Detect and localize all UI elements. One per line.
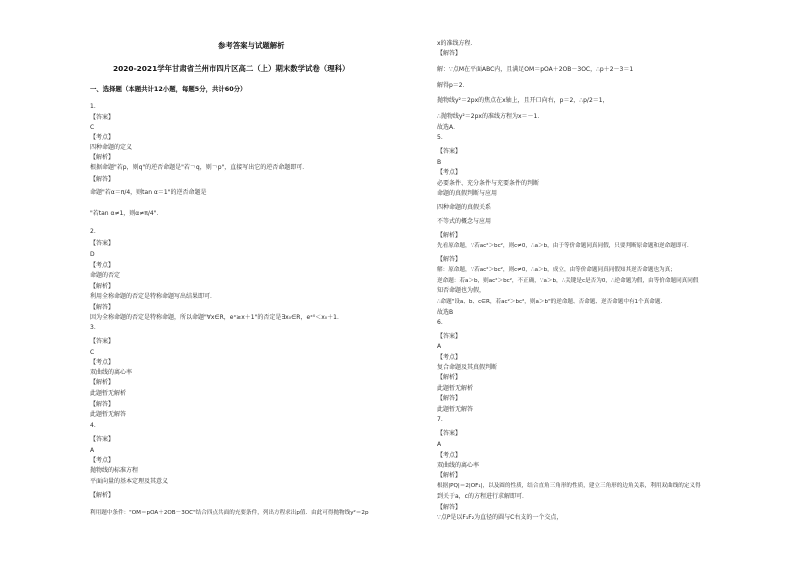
topic-text: 双曲线的离心率 bbox=[90, 369, 133, 376]
topic-label: 【考点】 bbox=[437, 354, 462, 361]
analysis-text: 利用全称命题的否定是特称命题写出结果即可． bbox=[90, 293, 217, 300]
header-title: 参考答案与试题解析 bbox=[218, 41, 285, 50]
solution-text: ∵点P是以F₁F₂为直径的圆与C右支的一个交点， bbox=[437, 514, 563, 521]
answer-value: A bbox=[90, 447, 95, 454]
solution-label: 【解答】 bbox=[437, 50, 462, 57]
answer-value: B bbox=[437, 159, 442, 166]
analysis-text: 根据命题"若p，则q"的逆否命题是"若￢q，则￢p"，直接写出它的逆否命题即可． bbox=[90, 164, 309, 171]
topic-text: 必要条件、充分条件与充要条件的判断 bbox=[437, 180, 540, 187]
solution-text: ∴命题"设a、b、c∈R，若ac²＞bc²，则a＞b"的逆命题、否命题、逆否命题中有1个真命题． bbox=[437, 299, 667, 305]
topic-text: 命题的否定 bbox=[90, 272, 121, 279]
question-number: 4. bbox=[90, 422, 96, 429]
question-number: 2. bbox=[90, 228, 96, 235]
question-number: 6. bbox=[437, 319, 443, 326]
topic-text: 不等式的概念与应用 bbox=[437, 218, 492, 225]
solution-text: 解：原命题，∵若ac²＞bc²，则c≠0，∴a＞b，成立，由等价命题同真同假知其逆否命题也为真； bbox=[437, 267, 676, 273]
topic-text: 抛物线的标准方程 bbox=[90, 467, 139, 474]
question-number: 1. bbox=[90, 103, 96, 110]
solution-label: 【解答】 bbox=[437, 256, 462, 263]
topic-text: 平面向量的基本定理及其意义 bbox=[90, 478, 169, 485]
analysis-label: 【解析】 bbox=[437, 374, 462, 381]
solution-text: 逆命题：若a＞b，则ac²＞bc²，不正确，∵a＞b，∴关键是c是否为0，∴逆命题为假，由等价命题同真同假 bbox=[437, 278, 699, 284]
question-number: 7. bbox=[437, 416, 443, 423]
topic-label: 【考点】 bbox=[437, 452, 462, 459]
topic-text: 双曲线的离心率 bbox=[437, 462, 480, 469]
analysis-label: 【解析】 bbox=[90, 379, 115, 386]
solution-label: 【解答】 bbox=[437, 395, 462, 402]
topic-label: 【考点】 bbox=[90, 359, 115, 366]
analysis-label: 【解析】 bbox=[90, 154, 115, 161]
exam-title: 2020-2021学年甘肃省兰州市四片区高二（上）期末数学试卷（理科） bbox=[113, 64, 350, 73]
answer-value: D bbox=[90, 251, 95, 258]
analysis-text: 此题暂无解析 bbox=[437, 385, 474, 392]
analysis-text: 利用题中条件："OM＝pOA＋2OB－3OC"结合四点共面的充要条件，列出方程求出p值．由此可得抛物线y²＝2p bbox=[90, 510, 369, 516]
answer-value: C bbox=[90, 349, 95, 356]
solution-text: 故选A． bbox=[437, 124, 460, 131]
analysis-text: 先看原命题，∵若ac²＞bc²，则c≠0，∴a＞b，由于等价命题同真同假，只要判断原命题和逆命题即可． bbox=[437, 243, 693, 249]
topic-label: 【考点】 bbox=[90, 262, 115, 269]
topic-label: 【考点】 bbox=[90, 457, 115, 464]
answer-label: 【答案】 bbox=[90, 338, 115, 345]
answer-value: A bbox=[437, 343, 442, 350]
analysis-text: 此题暂无解析 bbox=[90, 390, 127, 397]
solution-text: 解：∵点M在平面ABC内，且满足OM＝pOA＋2OB－3OC，∴p＋2－3＝1 bbox=[437, 66, 634, 73]
solution-label: 【解答】 bbox=[90, 176, 115, 183]
answer-value: C bbox=[90, 124, 95, 131]
solution-text: 此题暂无解答 bbox=[437, 406, 474, 413]
solution-text: 因为全称命题的否定是特称命题，所以命题"∀x∈R，eˣ≥x＋1"的否定是∃x₀∈R，eˣ⁰＜x₀＋1． bbox=[90, 314, 343, 321]
solution-label: 【解答】 bbox=[437, 504, 462, 511]
answer-label: 【答案】 bbox=[437, 148, 462, 155]
solution-text: 命题"若α＝π/4，则tan α＝1"的逆否命题是 bbox=[90, 189, 207, 196]
answer-label: 【答案】 bbox=[437, 333, 462, 340]
analysis-label: 【解析】 bbox=[437, 472, 462, 479]
topic-text: 命题的真假判断与应用 bbox=[437, 190, 498, 197]
answer-label: 【答案】 bbox=[90, 114, 115, 121]
solution-text: "若tan α≠1，则α≠π/4"． bbox=[90, 210, 163, 217]
solution-text: 解得p＝2． bbox=[437, 82, 469, 89]
solution-label: 【解答】 bbox=[90, 401, 115, 408]
solution-text: 此题暂无解答 bbox=[90, 411, 127, 418]
topic-label: 【考点】 bbox=[90, 134, 115, 141]
topic-label: 【考点】 bbox=[437, 169, 462, 176]
solution-label: 【解答】 bbox=[90, 304, 115, 311]
answer-label: 【答案】 bbox=[437, 430, 462, 437]
solution-text: ∴抛物线y²＝2px的准线方程为x＝－1． bbox=[437, 113, 544, 120]
topic-text: 复合命题及其真假判断 bbox=[437, 364, 498, 371]
question-number: 5. bbox=[437, 134, 443, 141]
analysis-label: 【解析】 bbox=[437, 232, 462, 239]
topic-text: 四种命题的真假关系 bbox=[437, 204, 492, 211]
analysis-text: 到关于a，c的方程进行求解即可． bbox=[437, 493, 528, 500]
analysis-text: x的准线方程． bbox=[437, 40, 477, 47]
answer-label: 【答案】 bbox=[90, 436, 115, 443]
solution-text: 故选B bbox=[437, 309, 454, 316]
solution-text: 抛物线y²＝2px的焦点在x轴上，且开口向右，p＝2，∴p/2＝1， bbox=[437, 97, 609, 104]
question-number: 3. bbox=[90, 324, 96, 331]
answer-label: 【答案】 bbox=[90, 240, 115, 247]
section-heading: 一、选择题（本题共计12小题，每题5分，共计60分） bbox=[90, 85, 247, 93]
answer-value: A bbox=[437, 441, 442, 448]
analysis-label: 【解析】 bbox=[90, 492, 115, 499]
solution-text: 知否命题也为假， bbox=[437, 287, 486, 294]
analysis-text: 根据|PQ|＝2|OF₁|，以及圆的性质，结合直角三角形的性质，建立三角形的边角关系，利用双曲线的定义得 bbox=[437, 483, 701, 489]
topic-text: 四种命题的定义 bbox=[90, 144, 133, 151]
analysis-label: 【解析】 bbox=[90, 283, 115, 290]
